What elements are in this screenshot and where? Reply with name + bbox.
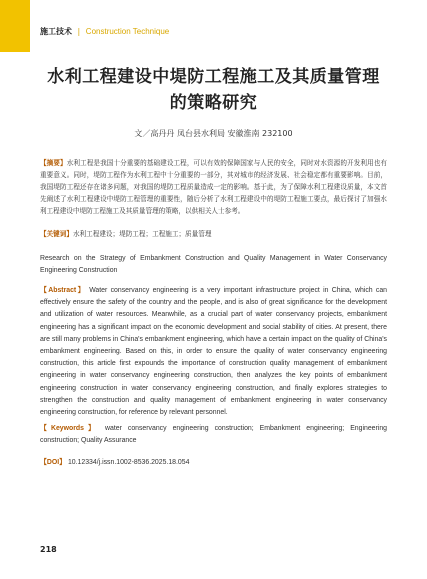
keywords-en-label: 【Keywords】	[40, 425, 99, 432]
doi-label: 【DOI】	[40, 459, 67, 466]
keywords-en-text: water conservancy engineering construction; Embankment engineering; Engineering construction; Quality Assurance	[40, 425, 387, 445]
abstract-en-text: Water conservancy engineering is a very important infrastructure project in China, which can effectively ensure the safety of the country and the people, and is also of great significance for the development and utilization of water resources. Meanwhile, as a crucial part of water conservancy projects, embankment engineering has a significant impact on the economic development and social stability of cities. At present, there are still many problems in China's embankment engineering, which have a certain impact on the quality of China's embankment engineering. Based on this, in order to ensure the quality of water conservancy engineering construction, this article first expounds the importance of construction quality management of embankment engineering in water conservancy engineering construction, then analyzes the key points of embankment engineering construction in water conservancy engineering construction, and finally explores strategies to strengthen the construction and quality management of embankment engineering in water conservancy engineering construction, for reference by relevant personnel.	[40, 287, 387, 417]
abstract-en-label: 【Abstract】	[40, 287, 86, 294]
section-header	[40, 26, 169, 37]
section-name-en: Construction Technique	[85, 27, 170, 36]
doi-line	[40, 457, 387, 469]
author-line: 文／高丹丹 凤台县水利局 安徽淮南 232100	[134, 129, 293, 138]
abstract-cn-text: 水利工程是我国十分重要的基础建设工程，可以有效的保障国家与人民的安全，同时对水资源的开发利用也有重要意义。同时，堤防工程作为水利工程中十分重要的一部分，其对城市的经济发展、社会稳定都有重要影响。目前，我国堤防工程还存在诸多问题，对我国的堤防工程质量造成一定的影响。基于此，为了保障水利工程建设质量，本文首先阐述了水利工程建设中堤防工程管理的重要性，随后分析了水利工程建设中的堤防工程施工要点，最后探讨了加强水利工程建设中堤防工程施工及其质量管理的策略，以供相关人士参考。	[40, 159, 388, 215]
abstract-cn	[40, 157, 387, 217]
abstract-cn-label: 【摘要】	[40, 159, 67, 167]
keywords-en	[40, 423, 387, 447]
keywords-cn-text: 水利工程建设；堤防工程；工程施工；质量管理	[72, 230, 212, 238]
doi-text: 10.12334/j.issn.1002-8536.2025.18.054	[67, 459, 190, 466]
section-name-cn: 施工技术	[40, 27, 72, 36]
keywords-cn	[40, 228, 387, 240]
article-title: 水利工程建设中堤防工程施工及其质量管理的策略研究	[47, 67, 380, 113]
section-separator: |	[77, 27, 81, 36]
abstract-en	[40, 285, 387, 419]
corner-accent-block	[0, 0, 30, 52]
page-number: 218	[40, 545, 57, 554]
english-title: Research on the Strategy of Embankment Construction and Quality Management in Water Conservancy Engineering Construction	[40, 255, 387, 275]
keywords-cn-label: 【关键词】	[40, 230, 73, 238]
